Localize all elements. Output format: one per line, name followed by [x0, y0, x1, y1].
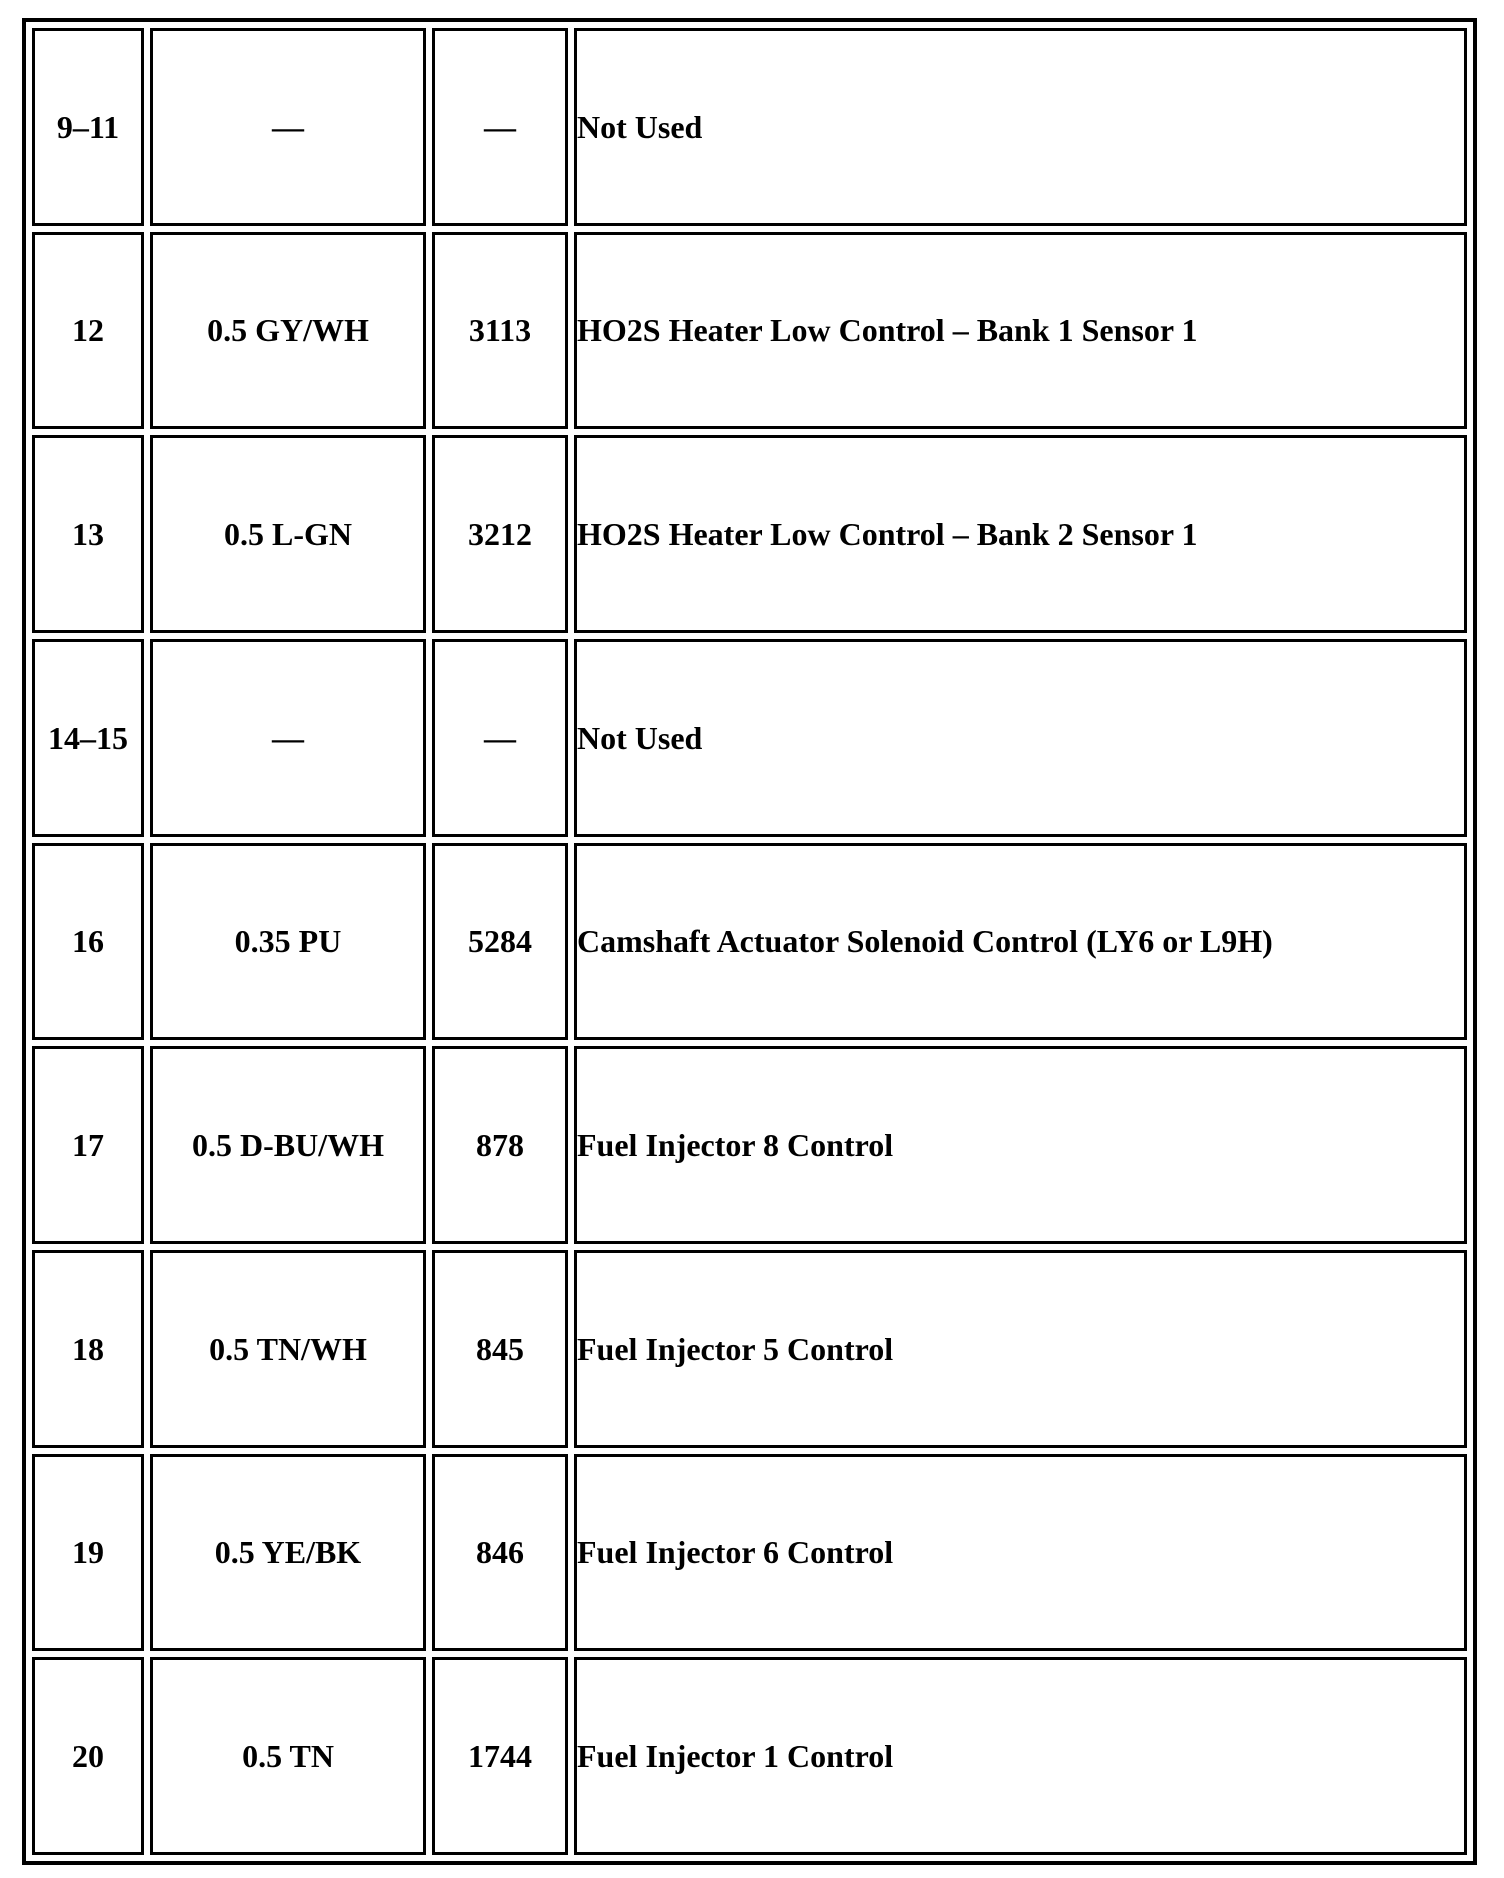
pin-cell: 18 [32, 1250, 144, 1448]
circuit-cell: 5284 [432, 843, 568, 1041]
wire-cell: — [150, 639, 426, 837]
table-row [32, 639, 1467, 837]
wire-cell: 0.5 YE/BK [150, 1454, 426, 1652]
pin-cell: 19 [32, 1454, 144, 1652]
function-cell: Camshaft Actuator Solenoid Control (LY6 or L9H) [574, 843, 1467, 1041]
function-cell: Fuel Injector 1 Control [574, 1657, 1467, 1855]
connector-pinout-table [26, 22, 1473, 1861]
table-row [32, 1046, 1467, 1244]
pin-cell: 14–15 [32, 639, 144, 837]
wire-cell: 0.5 GY/WH [150, 232, 426, 430]
table-row [32, 843, 1467, 1041]
pin-cell: 13 [32, 435, 144, 633]
circuit-cell: 3113 [432, 232, 568, 430]
pin-cell: 9–11 [32, 28, 144, 226]
circuit-cell: 878 [432, 1046, 568, 1244]
function-cell: HO2S Heater Low Control – Bank 1 Sensor 1 [574, 232, 1467, 430]
pin-cell: 17 [32, 1046, 144, 1244]
table-row [32, 1250, 1467, 1448]
wire-cell: 0.5 D-BU/WH [150, 1046, 426, 1244]
table-row [32, 435, 1467, 633]
table-row [32, 232, 1467, 430]
wire-cell: 0.5 TN/WH [150, 1250, 426, 1448]
function-cell: Not Used [574, 639, 1467, 837]
circuit-cell: 846 [432, 1454, 568, 1652]
pin-cell: 12 [32, 232, 144, 430]
function-cell: Fuel Injector 6 Control [574, 1454, 1467, 1652]
function-cell: Fuel Injector 8 Control [574, 1046, 1467, 1244]
circuit-cell: — [432, 639, 568, 837]
wire-cell: 0.5 TN [150, 1657, 426, 1855]
table-row [32, 1454, 1467, 1652]
table-row [32, 1657, 1467, 1855]
circuit-cell: 845 [432, 1250, 568, 1448]
circuit-cell: — [432, 28, 568, 226]
function-cell: Fuel Injector 5 Control [574, 1250, 1467, 1448]
circuit-cell: 3212 [432, 435, 568, 633]
function-cell: HO2S Heater Low Control – Bank 2 Sensor 1 [574, 435, 1467, 633]
wire-cell: 0.35 PU [150, 843, 426, 1041]
pin-cell: 16 [32, 843, 144, 1041]
table-row [32, 28, 1467, 226]
function-cell: Not Used [574, 28, 1467, 226]
pin-cell: 20 [32, 1657, 144, 1855]
wire-cell: 0.5 L-GN [150, 435, 426, 633]
circuit-cell: 1744 [432, 1657, 568, 1855]
wire-cell: — [150, 28, 426, 226]
